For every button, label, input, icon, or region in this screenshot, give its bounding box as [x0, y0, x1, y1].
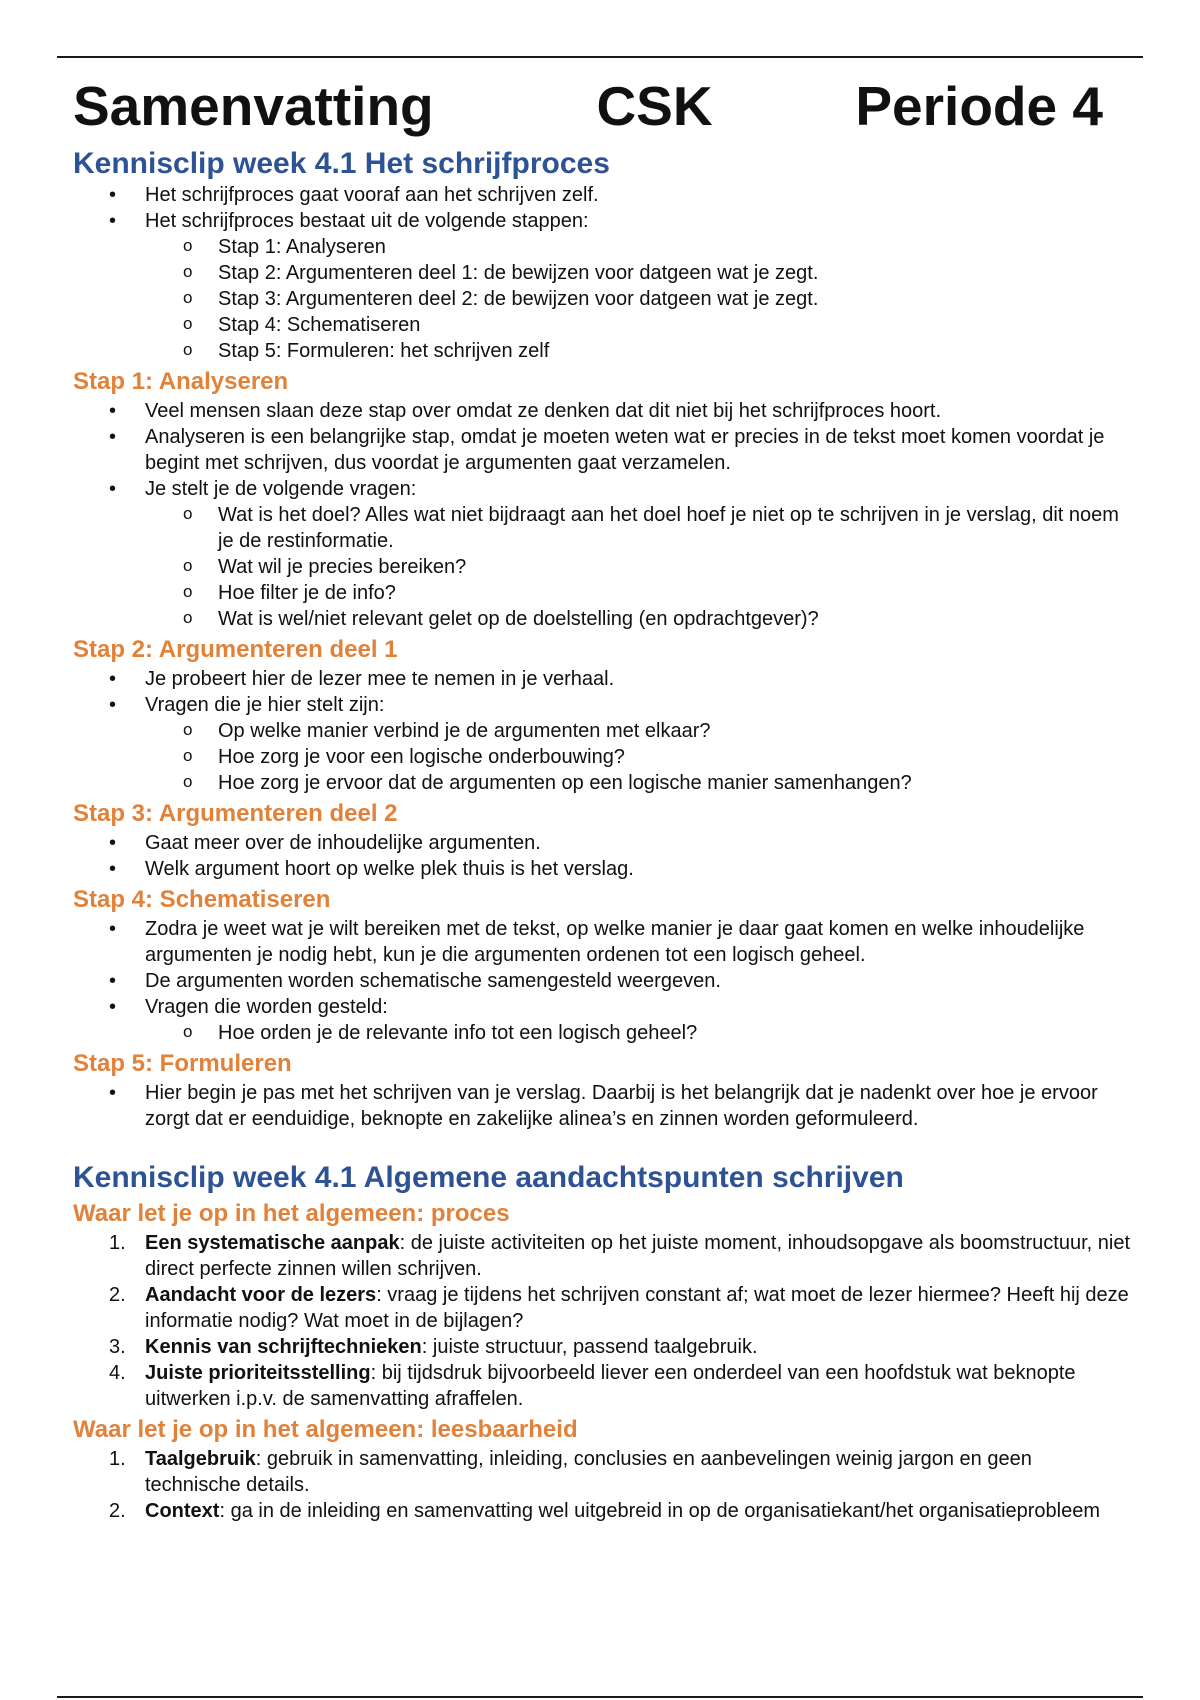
item-term: Aandacht voor de lezers [145, 1284, 377, 1306]
list-item: • Je stelt je de volgende vragen: [73, 476, 1133, 502]
sub-list-item: o Hoe zorg je voor een logische onderbouwing? [73, 744, 1133, 770]
sub-list-item: o Wat is het doel? Alles wat niet bijdraagt aan het doel hoef je niet op te schrijven in je verslag, dit noem je de restinformatie. [73, 502, 1133, 554]
sub-list-item: o Stap 4: Schematiseren [73, 312, 1133, 338]
list-item: • Hier begin je pas met het schrijven van je verslag. Daarbij is het belangrijk dat je nadenkt over hoe je ervoor zorgt dat er eenduidige, beknopte en zakelijke alinea’s en zinnen worden geformuleerd. [73, 1080, 1133, 1132]
list-item: • Je probeert hier de lezer mee te nemen in je verhaal. [73, 666, 1133, 692]
document-page [73, 70, 1133, 1524]
item-term: Een systematische aanpak [145, 1232, 400, 1254]
list-item: • Het schrijfproces gaat vooraf aan het schrijven zelf. [73, 182, 1133, 208]
list-item: • Zodra je weet wat je wilt bereiken met de tekst, op welke manier je daar gaat komen en welke inhoudelijke argumenten je nodig hebt, kun je die argumenten ordenen tot een logisch geheel. [73, 916, 1133, 968]
document-title [73, 70, 1133, 142]
title-mid: CSK [596, 75, 713, 137]
bottom-rule [57, 1696, 1143, 1698]
item-description: : vraag je tijdens het schrijven constant af; wat moet de lezer hiermee? Heeft hij deze informatie nodig? Wat moet in de bijlagen? [145, 1284, 1129, 1332]
top-rule [57, 56, 1143, 58]
sub-list-item: o Hoe filter je de info? [73, 580, 1133, 606]
item-number: 4. [109, 1362, 126, 1384]
list-proces [73, 1230, 1133, 1412]
sub-list-item: o Stap 2: Argumenteren deel 1: de bewijzen voor datgeen wat je zegt. [73, 260, 1133, 286]
item-description: : bij tijdsdruk bijvoorbeeld liever een onderdeel van een hoofdstuk wat beknopte uitwerken i.p.v. de samenvatting afraffelen. [145, 1362, 1076, 1410]
list-item: • Veel mensen slaan deze stap over omdat ze denken dat dit niet bij het schrijfproces hoort. [73, 398, 1133, 424]
list-schrijfproces [73, 182, 1133, 364]
sub-list-item: o Stap 5: Formuleren: het schrijven zelf [73, 338, 1133, 364]
title-right: Periode 4 [855, 75, 1103, 137]
numbered-list-item [73, 1360, 1133, 1412]
numbered-list-item [73, 1282, 1133, 1334]
list-item: • Het schrijfproces bestaat uit de volgende stappen: [73, 208, 1133, 234]
item-term: Context [145, 1500, 220, 1522]
item-term: Taalgebruik [145, 1448, 256, 1470]
heading-proces: Waar let je op in het algemeen: proces [73, 1200, 510, 1227]
list-item: • Gaat meer over de inhoudelijke argumenten. [73, 830, 1133, 856]
numbered-list-item [73, 1230, 1133, 1282]
numbered-list-item [73, 1446, 1133, 1498]
numbered-list-item [73, 1334, 1133, 1360]
sub-list-item: o Wat is wel/niet relevant gelet op de doelstelling (en opdrachtgever)? [73, 606, 1133, 632]
list-leesbaarheid [73, 1446, 1133, 1524]
item-description: : gebruik in samenvatting, inleiding, conclusies en aanbevelingen weinig jargon en geen technische details. [145, 1448, 1032, 1496]
item-number: 1. [109, 1448, 126, 1470]
list-item: • De argumenten worden schematische samengesteld weergeven. [73, 968, 1133, 994]
section-heading-schrijfproces: Kennisclip week 4.1 Het schrijfproces [73, 147, 610, 180]
item-number: 1. [109, 1232, 126, 1254]
list-stap3 [73, 830, 1133, 882]
numbered-list-item [73, 1498, 1133, 1524]
heading-stap2: Stap 2: Argumenteren deel 1 [73, 636, 398, 663]
list-stap4 [73, 916, 1133, 1046]
heading-leesbaarheid: Waar let je op in het algemeen: leesbaarheid [73, 1416, 578, 1443]
heading-stap1: Stap 1: Analyseren [73, 368, 289, 395]
sub-list-item: o Op welke manier verbind je de argumenten met elkaar? [73, 718, 1133, 744]
heading-stap5: Stap 5: Formuleren [73, 1050, 292, 1077]
sub-list-item: o Hoe zorg je ervoor dat de argumenten op een logische manier samenhangen? [73, 770, 1133, 796]
list-stap1 [73, 398, 1133, 632]
item-term: Kennis van schrijftechnieken [145, 1336, 422, 1358]
item-description: : juiste structuur, passend taalgebruik. [421, 1336, 758, 1358]
item-number: 2. [109, 1500, 126, 1522]
title-left: Samenvatting [73, 75, 434, 137]
list-item: • Vragen die je hier stelt zijn: [73, 692, 1133, 718]
sub-list-item: o Hoe orden je de relevante info tot een logisch geheel? [73, 1020, 1133, 1046]
list-stap2 [73, 666, 1133, 796]
sub-list-item: o Wat wil je precies bereiken? [73, 554, 1133, 580]
list-item: • Vragen die worden gesteld: [73, 994, 1133, 1020]
sub-list-item: o Stap 1: Analyseren [73, 234, 1133, 260]
item-number: 3. [109, 1336, 126, 1358]
sub-list-item: o Stap 3: Argumenteren deel 2: de bewijzen voor datgeen wat je zegt. [73, 286, 1133, 312]
section-heading-aandachtspunten: Kennisclip week 4.1 Algemene aandachtspunten schrijven [73, 1161, 904, 1194]
list-item: • Analyseren is een belangrijke stap, omdat je moeten weten wat er precies in de tekst moet komen voordat je begint met schrijven, dus voordat je argumenten gaat verzamelen. [73, 424, 1133, 476]
heading-stap3: Stap 3: Argumenteren deel 2 [73, 800, 398, 827]
item-number: 2. [109, 1284, 126, 1306]
item-term: Juiste prioriteitsstelling [145, 1362, 371, 1384]
heading-stap4: Stap 4: Schematiseren [73, 886, 331, 913]
list-item: • Welk argument hoort op welke plek thuis is het verslag. [73, 856, 1133, 882]
list-stap5 [73, 1080, 1133, 1132]
item-description: : ga in de inleiding en samenvatting wel uitgebreid in op de organisatiekant/het organisatieprobleem [219, 1500, 1101, 1522]
item-description: : de juiste activiteiten op het juiste moment, inhoudsopgave als boomstructuur, niet direct perfecte zinnen willen schrijven. [145, 1232, 1131, 1280]
